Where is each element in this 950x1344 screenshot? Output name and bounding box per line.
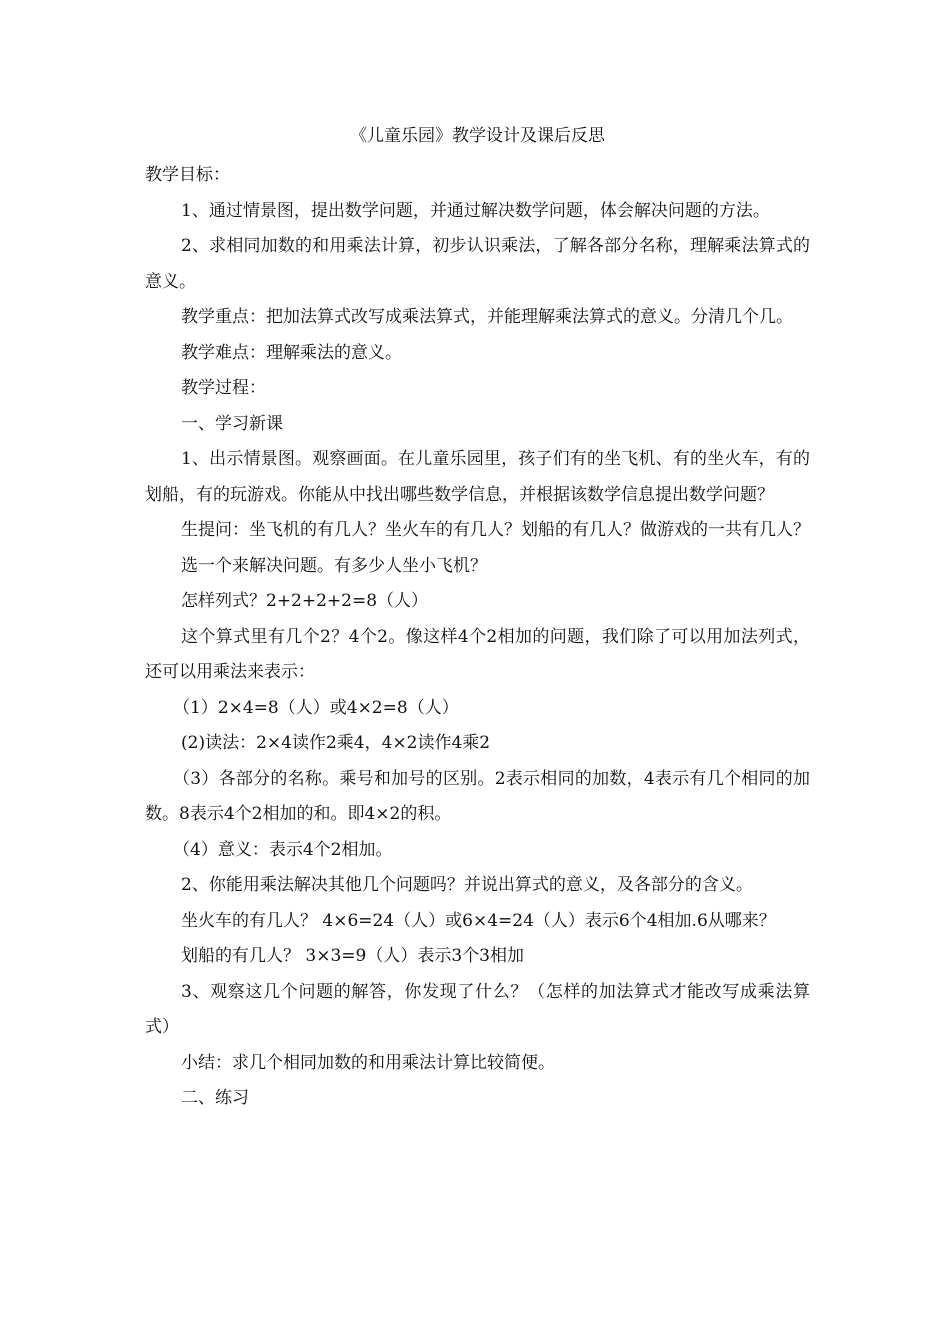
paragraph-objective-2: 2、求相同加数的和用乘法计算，初步认识乘法，了解各部分名称，理解乘法算式的意义。: [145, 236, 810, 292]
document-title: 《儿童乐园》教学设计及课后反思: [350, 126, 605, 146]
paragraph-objective-1: 1、通过情景图，提出数学问题，并通过解决数学问题，体会解决问题的方法。: [181, 200, 770, 221]
paragraph-addition-formula: 怎样列式？2+2+2+2=8（人）: [181, 591, 429, 611]
document-page: [145, 124, 810, 1117]
paragraph-step-1: （1）2×4=8（人）或4×2=8（人）: [173, 697, 459, 718]
paragraph-section-two: 二、练习: [181, 1088, 249, 1108]
paragraph-section-one: 一、学习新课: [181, 413, 283, 434]
paragraph-step-3: （3）各部分的名称。乘号和加号的区别。2表示相同的加数，4表示有几个相同的加数。8表示4个2相加的和。即4×2的积。: [145, 768, 810, 824]
paragraph-boat: 划船的有几人？ 3×3=9（人）表示3个3相加: [181, 946, 524, 966]
paragraph-multiplication-intro: 这个算式里有几个2？4个2。像这样4个2相加的问题，我们除了可以用加法列式，还可以用乘法来表示：: [145, 626, 810, 682]
paragraph-difficulty: 教学难点：理解乘法的意义。: [181, 342, 402, 363]
paragraph-student-questions: 生提问：坐飞机的有几人？坐火车的有几人？划船的有几人？做游戏的一共有几人？: [181, 520, 810, 540]
paragraph-observe: 3、观察这几个问题的解答，你发现了什么？（怎样的加法算式才能改写成乘法算式）: [145, 981, 810, 1037]
paragraph-step-2: (2)读法：2×4读作2乘4，4×2读作4乘2: [181, 733, 491, 753]
paragraph-key-point: 教学重点：把加法算式改写成乘法算式，并能理解乘法算式的意义。分清几个几。: [181, 307, 793, 327]
paragraph-summary: 小结：求几个相同加数的和用乘法计算比较简便。: [181, 1052, 555, 1073]
paragraph-objectives-heading: 教学目标：: [145, 165, 230, 185]
paragraph-process-heading: 教学过程：: [181, 378, 266, 398]
paragraph-scene: 1、出示情景图。观察画面。在儿童乐园里，孩子们有的坐飞机、有的坐火车，有的划船，有的玩游戏。你能从中找出哪些数学信息，并根据该数学信息提出数学问题？: [145, 449, 810, 505]
paragraph-train: 坐火车的有几人？ 4×6=24（人）或6×4=24（人）表示6个4相加.6从哪来？: [181, 910, 776, 931]
paragraph-step-4: （4）意义：表示4个2相加。: [173, 839, 393, 860]
paragraph-other-problems: 2、你能用乘法解决其他几个问题吗？并说出算式的意义，及各部分的含义。: [181, 875, 753, 895]
paragraph-choose-one: 选一个来解决问题。有多少人坐小飞机？: [181, 555, 487, 576]
